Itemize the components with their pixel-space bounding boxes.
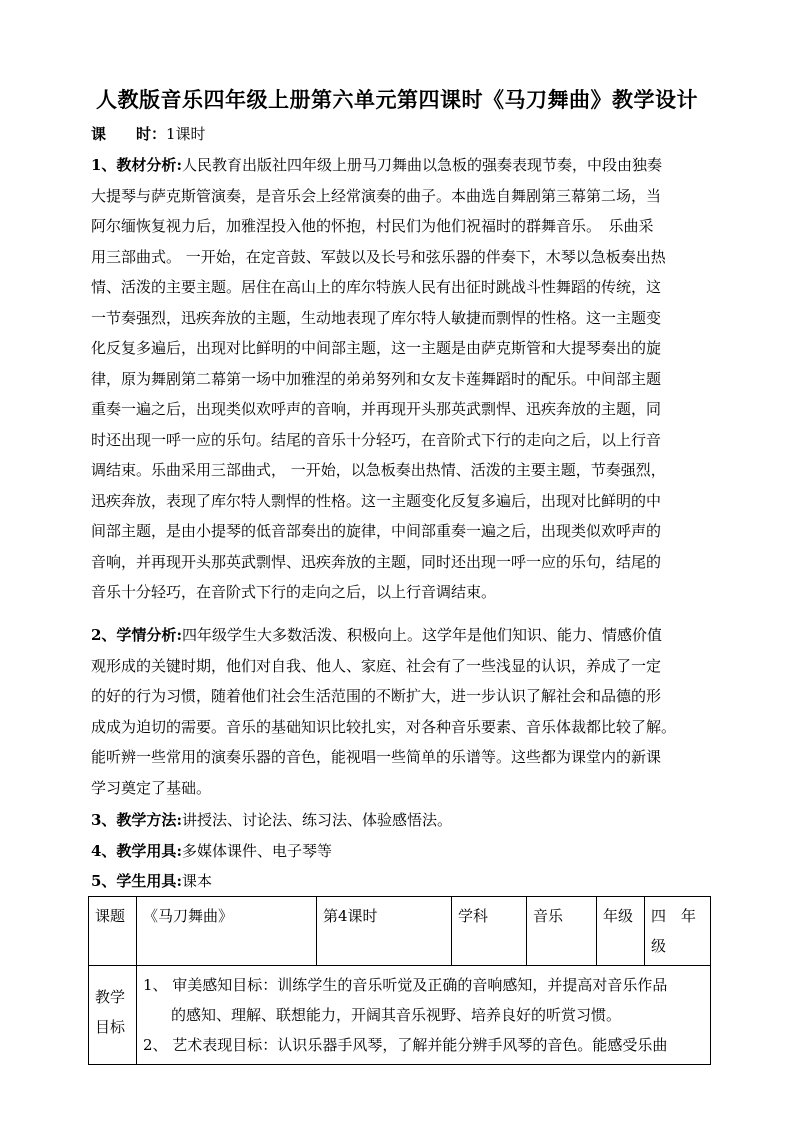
- teaching-method-label: 3、教学方法:: [91, 811, 182, 829]
- material-line: 音响，并再现开头那英武剽悍、迅疾奔放的主题，同时还出现一呼一应的乐句，结尾的: [91, 552, 662, 571]
- student-line: 能听辨一些常用的演奏乐器的音色，能视唱一些简单的乐谱等。这些都为课堂内的新课: [91, 748, 662, 766]
- student-line: 学习奠定了基础。: [91, 778, 212, 797]
- subject-value-cell: 音乐: [527, 897, 597, 966]
- table-row: [89, 897, 711, 966]
- material-line: 律，原为舞剧第二幕第一场中加雅涅的弟弟努列和女友卡莲舞蹈时的配乐。中间部主题: [91, 369, 662, 388]
- material-analysis-section: [91, 150, 711, 608]
- lesson-time: [91, 119, 711, 150]
- student-tools: [91, 866, 711, 897]
- document-title: 人教版音乐四年级上册第六单元第四课时《马刀舞曲》教学设计: [96, 87, 698, 112]
- teaching-tools-value: 多媒体课件、电子琴等: [181, 842, 332, 860]
- goal-line: 1、 审美感知目标：训练学生的音乐听觉及正确的音响感知，并提高对音乐作品: [143, 976, 668, 994]
- grade-value-line: 四 年: [651, 907, 697, 925]
- goals-label-line: 教学: [95, 988, 126, 1006]
- student-line: 观形成的关键时期，他们对自我、他人、家庭、社会有了一些浅显的认识，养成了一定: [91, 656, 662, 675]
- student-tools-value: 课本: [181, 872, 212, 890]
- material-line: 重奏一遍之后，出现类似欢呼声的音响，并再现开头那英武剽悍、迅疾奔放的主题，同: [91, 400, 662, 418]
- material-line: 迅疾奔放，表现了库尔特人剽悍的性格。这一主题变化反复多遍后，出现对比鲜明的中: [91, 491, 662, 510]
- material-line: 阿尔缅恢复视力后，加雅涅投入他的怀抱，村民们为他们祝福时的群舞音乐。 乐曲采: [91, 217, 654, 235]
- teaching-method-value: 讲授法、讨论法、练习法、体验感悟法。: [181, 811, 452, 829]
- material-line: 大提琴与萨克斯管演奏，是音乐会上经常演奏的曲子。本曲选自舞剧第三幕第二场，当: [91, 186, 662, 205]
- student-line: [91, 620, 711, 651]
- material-line: 化反复多遍后，出现对比鲜明的中间部主题，这一主题是由萨克斯管和大提琴奏出的旋: [91, 339, 662, 357]
- teaching-tools-label: 4、教学用具:: [91, 842, 182, 860]
- material-line: 调结束。乐曲采用三部曲式， 一开始，以急板奏出热情、活泼的主要主题，节奏强烈，: [91, 461, 666, 479]
- subject-label-cell: 学科: [452, 897, 527, 966]
- lesson-time-label: 课 时：: [91, 125, 167, 143]
- material-line: 间部主题，是由小提琴的低音部奏出的旋律，中间部重奏一遍之后，出现类似欢呼声的: [91, 522, 662, 540]
- goal-line: 2、 艺术表现目标：认识乐器手风琴，了解并能分辨手风琴的音色。能感受乐曲: [143, 1036, 668, 1054]
- student-analysis-label: 2、学情分析:: [91, 626, 182, 644]
- goals-content-cell: [137, 966, 711, 1065]
- topic-label-cell: 课题: [89, 897, 137, 966]
- material-line: 音乐十分轻巧，在音阶式下行的走向之后，以上行音调结束。: [91, 583, 497, 601]
- grade-value-cell: [645, 897, 711, 966]
- material-line: 一节奏强烈，迅疾奔放的主题，生动地表现了库尔特人敏捷而剽悍的性格。这一主题变: [91, 308, 662, 327]
- lesson-time-value: 1课时: [166, 125, 206, 143]
- material-line: 情、活泼的主要主题。居住在高山上的库尔特族人民有出征时跳战斗性舞蹈的传统，这: [91, 278, 662, 296]
- material-line: 用三部曲式。 一开始，在定音鼓、军鼓以及长号和弦乐器的伴奏下，木琴以急板奏出热: [91, 247, 666, 266]
- material-analysis-label: 1、教材分析:: [91, 156, 182, 174]
- material-line: 时还出现一呼一应的乐句。结尾的音乐十分轻巧，在音阶式下行的走向之后，以上行音: [91, 430, 662, 449]
- lesson-table: [88, 896, 711, 1065]
- table-row: [89, 966, 711, 1065]
- period-cell: 第4课时: [317, 897, 452, 966]
- topic-value-cell: 《马刀舞曲》: [137, 897, 317, 966]
- material-text: 人民教育出版社四年级上册马刀舞曲以急板的强奏表现节奏，中段由独奏: [181, 156, 662, 174]
- student-tools-label: 5、学生用具:: [91, 872, 182, 890]
- student-text: 四年级学生大多数活泼、积极向上。这学年是他们知识、能力、情感价值: [181, 626, 662, 644]
- student-line: 的好的行为习惯，随着他们社会生活范围的不断扩大，进一步认识了解社会和品德的形: [91, 687, 662, 705]
- material-line: [91, 150, 711, 181]
- goals-label-line: 目标: [95, 1018, 126, 1036]
- teaching-tools: [91, 836, 711, 867]
- grade-value-line: 级: [651, 937, 667, 955]
- grade-label-cell: 年级: [597, 897, 645, 966]
- goals-label-cell: [89, 966, 137, 1065]
- teaching-method: [91, 805, 711, 836]
- student-line: 成成为迫切的需要。音乐的基础知识比较扎实，对各种音乐要素、音乐体裁都比较了解。: [91, 717, 677, 736]
- goal-line: 的感知、理解、联想能力，开阔其音乐视野、培养良好的听赏习惯。: [171, 1006, 622, 1024]
- student-analysis-section: [91, 620, 711, 803]
